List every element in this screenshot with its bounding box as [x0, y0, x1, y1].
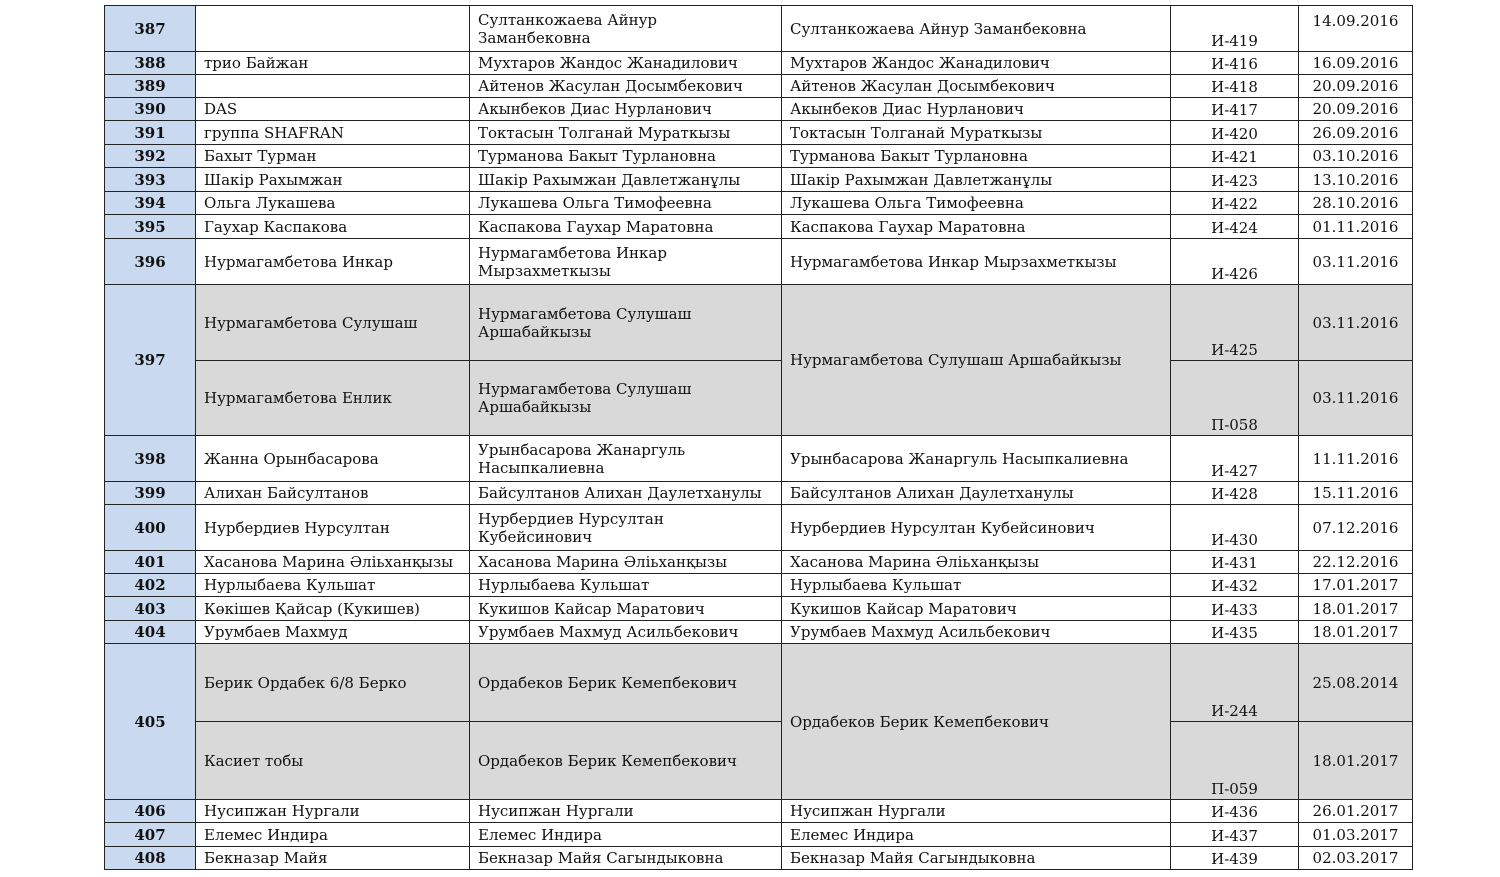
table-row [105, 121, 1413, 145]
author-name: Нусипжан Нургали [470, 800, 782, 823]
author-name: Ордабеков Берик Кемепбекович [470, 722, 782, 800]
author-name: Лукашева Ольга Тимофеевна [470, 192, 782, 215]
table-row [105, 192, 1413, 215]
rights-holder: Шакір Рахымжан Давлетжанұлы [782, 168, 1171, 192]
rights-holder: Хасанова Марина Әліьханқызы [782, 551, 1171, 574]
table-row [105, 597, 1413, 621]
rights-holder: Кукишов Кайсар Маратович [782, 597, 1171, 621]
author-name: Байсултанов Алихан Даулетханулы [470, 482, 782, 505]
row-number: 389 [105, 75, 196, 98]
author-name: Нурмагамбетова Инкар Мырзахметкызы [470, 239, 782, 285]
performer-name: Жанна Орынбасарова [196, 436, 470, 482]
table-row [105, 644, 1413, 722]
registration-code: И-430 [1171, 505, 1299, 551]
table-row [105, 6, 1413, 52]
rights-holder: Ордабеков Берик Кемепбекович [782, 644, 1171, 800]
row-number: 401 [105, 551, 196, 574]
row-number: 408 [105, 847, 196, 870]
registration-code: И-419 [1171, 6, 1299, 52]
performer-name: Елемес Индира [196, 823, 470, 847]
rights-holder: Айтенов Жасулан Досымбекович [782, 75, 1171, 98]
registration-date: 20.09.2016 [1299, 98, 1413, 121]
row-number: 394 [105, 192, 196, 215]
rights-holder: Урынбасарова Жанаргуль Насыпкалиевна [782, 436, 1171, 482]
rights-holder: Султанкожаева Айнур Заманбековна [782, 6, 1171, 52]
performer-name: Урумбаев Махмуд [196, 621, 470, 644]
registration-date: 11.11.2016 [1299, 436, 1413, 482]
row-number: 404 [105, 621, 196, 644]
row-number: 400 [105, 505, 196, 551]
performer-name: Шакір Рахымжан [196, 168, 470, 192]
registration-date: 01.11.2016 [1299, 215, 1413, 239]
performer-name: группа SHAFRAN [196, 121, 470, 145]
table-row [105, 823, 1413, 847]
table-row [105, 239, 1413, 285]
performer-name: Нурмагамбетова Енлик [196, 361, 470, 436]
row-number: 392 [105, 145, 196, 168]
registration-date: 28.10.2016 [1299, 192, 1413, 215]
row-number: 391 [105, 121, 196, 145]
author-name: Хасанова Марина Әліьханқызы [470, 551, 782, 574]
registration-date: 14.09.2016 [1299, 6, 1413, 52]
table-row [105, 145, 1413, 168]
author-name: Нурмагамбетова Сулушаш Аршабайкызы [470, 285, 782, 361]
author-name: Каспакова Гаухар Маратовна [470, 215, 782, 239]
performer-name: DAS [196, 98, 470, 121]
registration-date: 26.09.2016 [1299, 121, 1413, 145]
rights-holder: Нусипжан Нургали [782, 800, 1171, 823]
registration-code: И-416 [1171, 52, 1299, 75]
registration-date: 26.01.2017 [1299, 800, 1413, 823]
row-number: 387 [105, 6, 196, 52]
row-number: 396 [105, 239, 196, 285]
author-name: Нурлыбаева Кульшат [470, 574, 782, 597]
row-number: 388 [105, 52, 196, 75]
registration-code: П-058 [1171, 361, 1299, 436]
performer-name: Көкішев Қайсар (Кукишев) [196, 597, 470, 621]
registration-code: И-428 [1171, 482, 1299, 505]
performer-name: Касиет тобы [196, 722, 470, 800]
registration-code: И-433 [1171, 597, 1299, 621]
table-row [105, 551, 1413, 574]
author-name: Шакір Рахымжан Давлетжанұлы [470, 168, 782, 192]
rights-holder: Токтасын Толганай Мураткызы [782, 121, 1171, 145]
table-row [105, 800, 1413, 823]
author-name: Акынбеков Диас Нурланович [470, 98, 782, 121]
performer-name [196, 6, 470, 52]
rights-holder: Каспакова Гаухар Маратовна [782, 215, 1171, 239]
rights-holder: Мухтаров Жандос Жанадилович [782, 52, 1171, 75]
row-number: 403 [105, 597, 196, 621]
author-name: Урумбаев Махмуд Асильбекович [470, 621, 782, 644]
table-row [105, 168, 1413, 192]
registration-date: 03.11.2016 [1299, 285, 1413, 361]
author-name: Ордабеков Берик Кемепбекович [470, 644, 782, 722]
performer-name: Берик Ордабек 6/8 Берко [196, 644, 470, 722]
table-row [105, 52, 1413, 75]
table-row [105, 574, 1413, 597]
registration-date: 03.11.2016 [1299, 361, 1413, 436]
registration-date: 22.12.2016 [1299, 551, 1413, 574]
registration-code: И-431 [1171, 551, 1299, 574]
performer-name: Нурмагамбетова Сулушаш [196, 285, 470, 361]
row-number: 390 [105, 98, 196, 121]
registration-code: И-439 [1171, 847, 1299, 870]
registration-code: И-421 [1171, 145, 1299, 168]
row-number: 407 [105, 823, 196, 847]
table-row [105, 215, 1413, 239]
row-number: 398 [105, 436, 196, 482]
rights-holder: Нурмагамбетова Инкар Мырзахметкызы [782, 239, 1171, 285]
registration-date: 01.03.2017 [1299, 823, 1413, 847]
performer-name: Бахыт Турман [196, 145, 470, 168]
table-row [105, 847, 1413, 870]
table-row [105, 361, 1413, 436]
registration-date: 15.11.2016 [1299, 482, 1413, 505]
row-number: 397 [105, 285, 196, 436]
table-row [105, 75, 1413, 98]
author-name: Турманова Бакыт Турлановна [470, 145, 782, 168]
performer-name: Нурбердиев Нурсултан [196, 505, 470, 551]
author-name: Токтасын Толганай Мураткызы [470, 121, 782, 145]
registration-date: 25.08.2014 [1299, 644, 1413, 722]
performer-name [196, 75, 470, 98]
registration-code: И-417 [1171, 98, 1299, 121]
rights-holder: Нурмагамбетова Сулушаш Аршабайкызы [782, 285, 1171, 436]
registration-code: И-420 [1171, 121, 1299, 145]
registration-code: И-244 [1171, 644, 1299, 722]
registration-code: И-418 [1171, 75, 1299, 98]
table-row [105, 482, 1413, 505]
registration-code: И-424 [1171, 215, 1299, 239]
registration-code: П-059 [1171, 722, 1299, 800]
registration-code: И-426 [1171, 239, 1299, 285]
rights-holder: Акынбеков Диас Нурланович [782, 98, 1171, 121]
author-name: Айтенов Жасулан Досымбекович [470, 75, 782, 98]
performer-name: Нурмагамбетова Инкар [196, 239, 470, 285]
table-row [105, 436, 1413, 482]
registration-code: И-432 [1171, 574, 1299, 597]
author-name: Урынбасарова Жанаргуль Насыпкалиевна [470, 436, 782, 482]
rights-holder: Байсултанов Алихан Даулетханулы [782, 482, 1171, 505]
registration-date: 20.09.2016 [1299, 75, 1413, 98]
registration-date: 17.01.2017 [1299, 574, 1413, 597]
table-row [105, 285, 1413, 361]
rights-holder: Турманова Бакыт Турлановна [782, 145, 1171, 168]
table-row [105, 98, 1413, 121]
performer-name: Ольга Лукашева [196, 192, 470, 215]
rights-holder: Бекназар Майя Сагындыковна [782, 847, 1171, 870]
row-number: 405 [105, 644, 196, 800]
author-name: Нурбердиев Нурсултан Кубейсинович [470, 505, 782, 551]
rights-holder: Нурбердиев Нурсултан Кубейсинович [782, 505, 1171, 551]
table-row [105, 505, 1413, 551]
author-name: Бекназар Майя Сагындыковна [470, 847, 782, 870]
performer-name: Гаухар Каспакова [196, 215, 470, 239]
performer-name: Хасанова Марина Әліьханқызы [196, 551, 470, 574]
registration-code: И-435 [1171, 621, 1299, 644]
registration-date: 02.03.2017 [1299, 847, 1413, 870]
registration-code: И-427 [1171, 436, 1299, 482]
registration-date: 07.12.2016 [1299, 505, 1413, 551]
row-number: 402 [105, 574, 196, 597]
registration-date: 18.01.2017 [1299, 621, 1413, 644]
row-number: 399 [105, 482, 196, 505]
registration-code: И-425 [1171, 285, 1299, 361]
author-name: Мухтаров Жандос Жанадилович [470, 52, 782, 75]
rights-holder: Урумбаев Махмуд Асильбекович [782, 621, 1171, 644]
author-name: Кукишов Кайсар Маратович [470, 597, 782, 621]
table-row [105, 722, 1413, 800]
author-name: Султанкожаева Айнур Заманбековна [470, 6, 782, 52]
row-number: 395 [105, 215, 196, 239]
table-row [105, 621, 1413, 644]
rights-holder: Елемес Индира [782, 823, 1171, 847]
rights-holder: Нурлыбаева Кульшат [782, 574, 1171, 597]
registration-code: И-436 [1171, 800, 1299, 823]
author-name: Елемес Индира [470, 823, 782, 847]
performer-name: Нурлыбаева Кульшат [196, 574, 470, 597]
performer-name: Бекназар Майя [196, 847, 470, 870]
registration-date: 13.10.2016 [1299, 168, 1413, 192]
registration-code: И-422 [1171, 192, 1299, 215]
row-number: 393 [105, 168, 196, 192]
registration-date: 18.01.2017 [1299, 722, 1413, 800]
registration-date: 03.10.2016 [1299, 145, 1413, 168]
registration-date: 03.11.2016 [1299, 239, 1413, 285]
performer-name: Нусипжан Нургали [196, 800, 470, 823]
registration-date: 18.01.2017 [1299, 597, 1413, 621]
rights-holder: Лукашева Ольга Тимофеевна [782, 192, 1171, 215]
registry-table [104, 5, 1413, 870]
performer-name: трио Байжан [196, 52, 470, 75]
performer-name: Алихан Байсултанов [196, 482, 470, 505]
registration-date: 16.09.2016 [1299, 52, 1413, 75]
row-number: 406 [105, 800, 196, 823]
registration-code: И-423 [1171, 168, 1299, 192]
registration-code: И-437 [1171, 823, 1299, 847]
author-name: Нурмагамбетова Сулушаш Аршабайкызы [470, 361, 782, 436]
